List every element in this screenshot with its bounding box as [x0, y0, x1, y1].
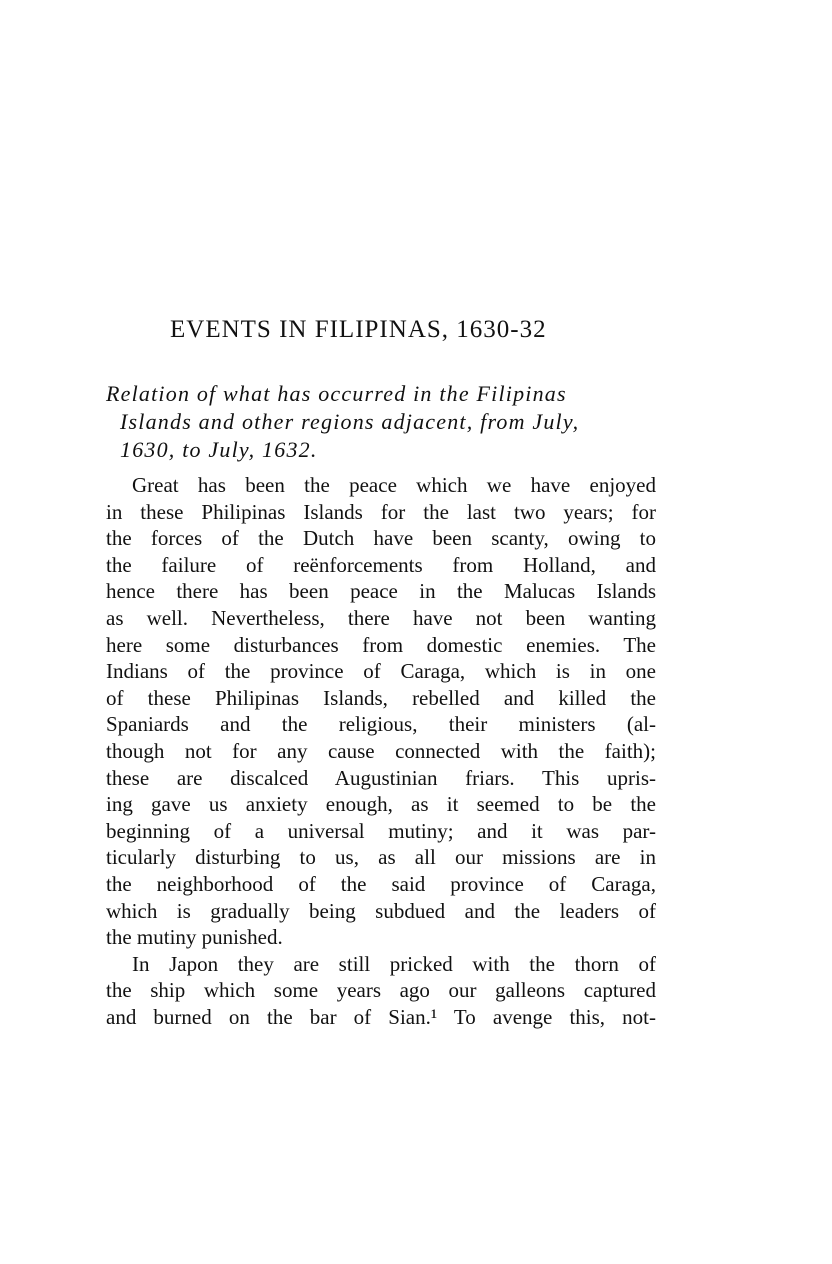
body-text: [106, 472, 656, 1030]
text-line: here some disturbances from domestic enemies. The: [106, 632, 656, 657]
text-line: which is gradually being subdued and the leaders of: [106, 898, 656, 923]
text-line: the mutiny punished.: [106, 925, 283, 950]
text-line: beginning of a universal mutiny; and it was par-: [106, 818, 656, 843]
text-line: the ship which some years ago our galleons captured: [106, 978, 656, 1003]
text-line: hence there has been peace in the Malucas Islands: [106, 579, 656, 604]
text-line: as well. Nevertheless, there have not been wanting: [106, 605, 656, 630]
text-line: In Japon they are still pricked with the thorn of: [132, 951, 656, 976]
text-line: ticularly disturbing to us, as all our missions are in: [106, 845, 656, 870]
text-line: Great has been the peace which we have enjoyed: [132, 473, 656, 497]
text-line: of these Philipinas Islands, rebelled and killed the: [106, 685, 656, 710]
text-line: the forces of the Dutch have been scanty, owing to: [106, 526, 656, 551]
text-line: the neighborhood of the said province of Caraga,: [106, 871, 656, 896]
text-line: though not for any cause connected with the faith);: [106, 738, 656, 763]
text-line: Spaniards and the religious, their ministers (al-: [106, 712, 656, 737]
chapter-heading: EVENTS IN FILIPINAS, 1630-32: [170, 316, 547, 343]
subtitle-line: Relation of what has occurred in the Filipinas: [106, 381, 567, 406]
text-line: the failure of reënforcements from Holland, and: [106, 552, 656, 577]
text-line: these are discalced Augustinian friars. This upris-: [106, 765, 656, 790]
text-line: and burned on the bar of Sian.¹ To avenge this, not-: [106, 1004, 656, 1029]
text-line: ing gave us anxiety enough, as it seemed to be the: [106, 792, 656, 817]
chapter-subtitle: [106, 380, 686, 464]
text-line: in these Philipinas Islands for the last two years; for: [106, 499, 656, 524]
subtitle-line: Islands and other regions adjacent, from July,: [120, 409, 580, 434]
subtitle-line: 1630, to July, 1632.: [120, 437, 318, 462]
text-line: Indians of the province of Caraga, which is in one: [106, 659, 656, 684]
